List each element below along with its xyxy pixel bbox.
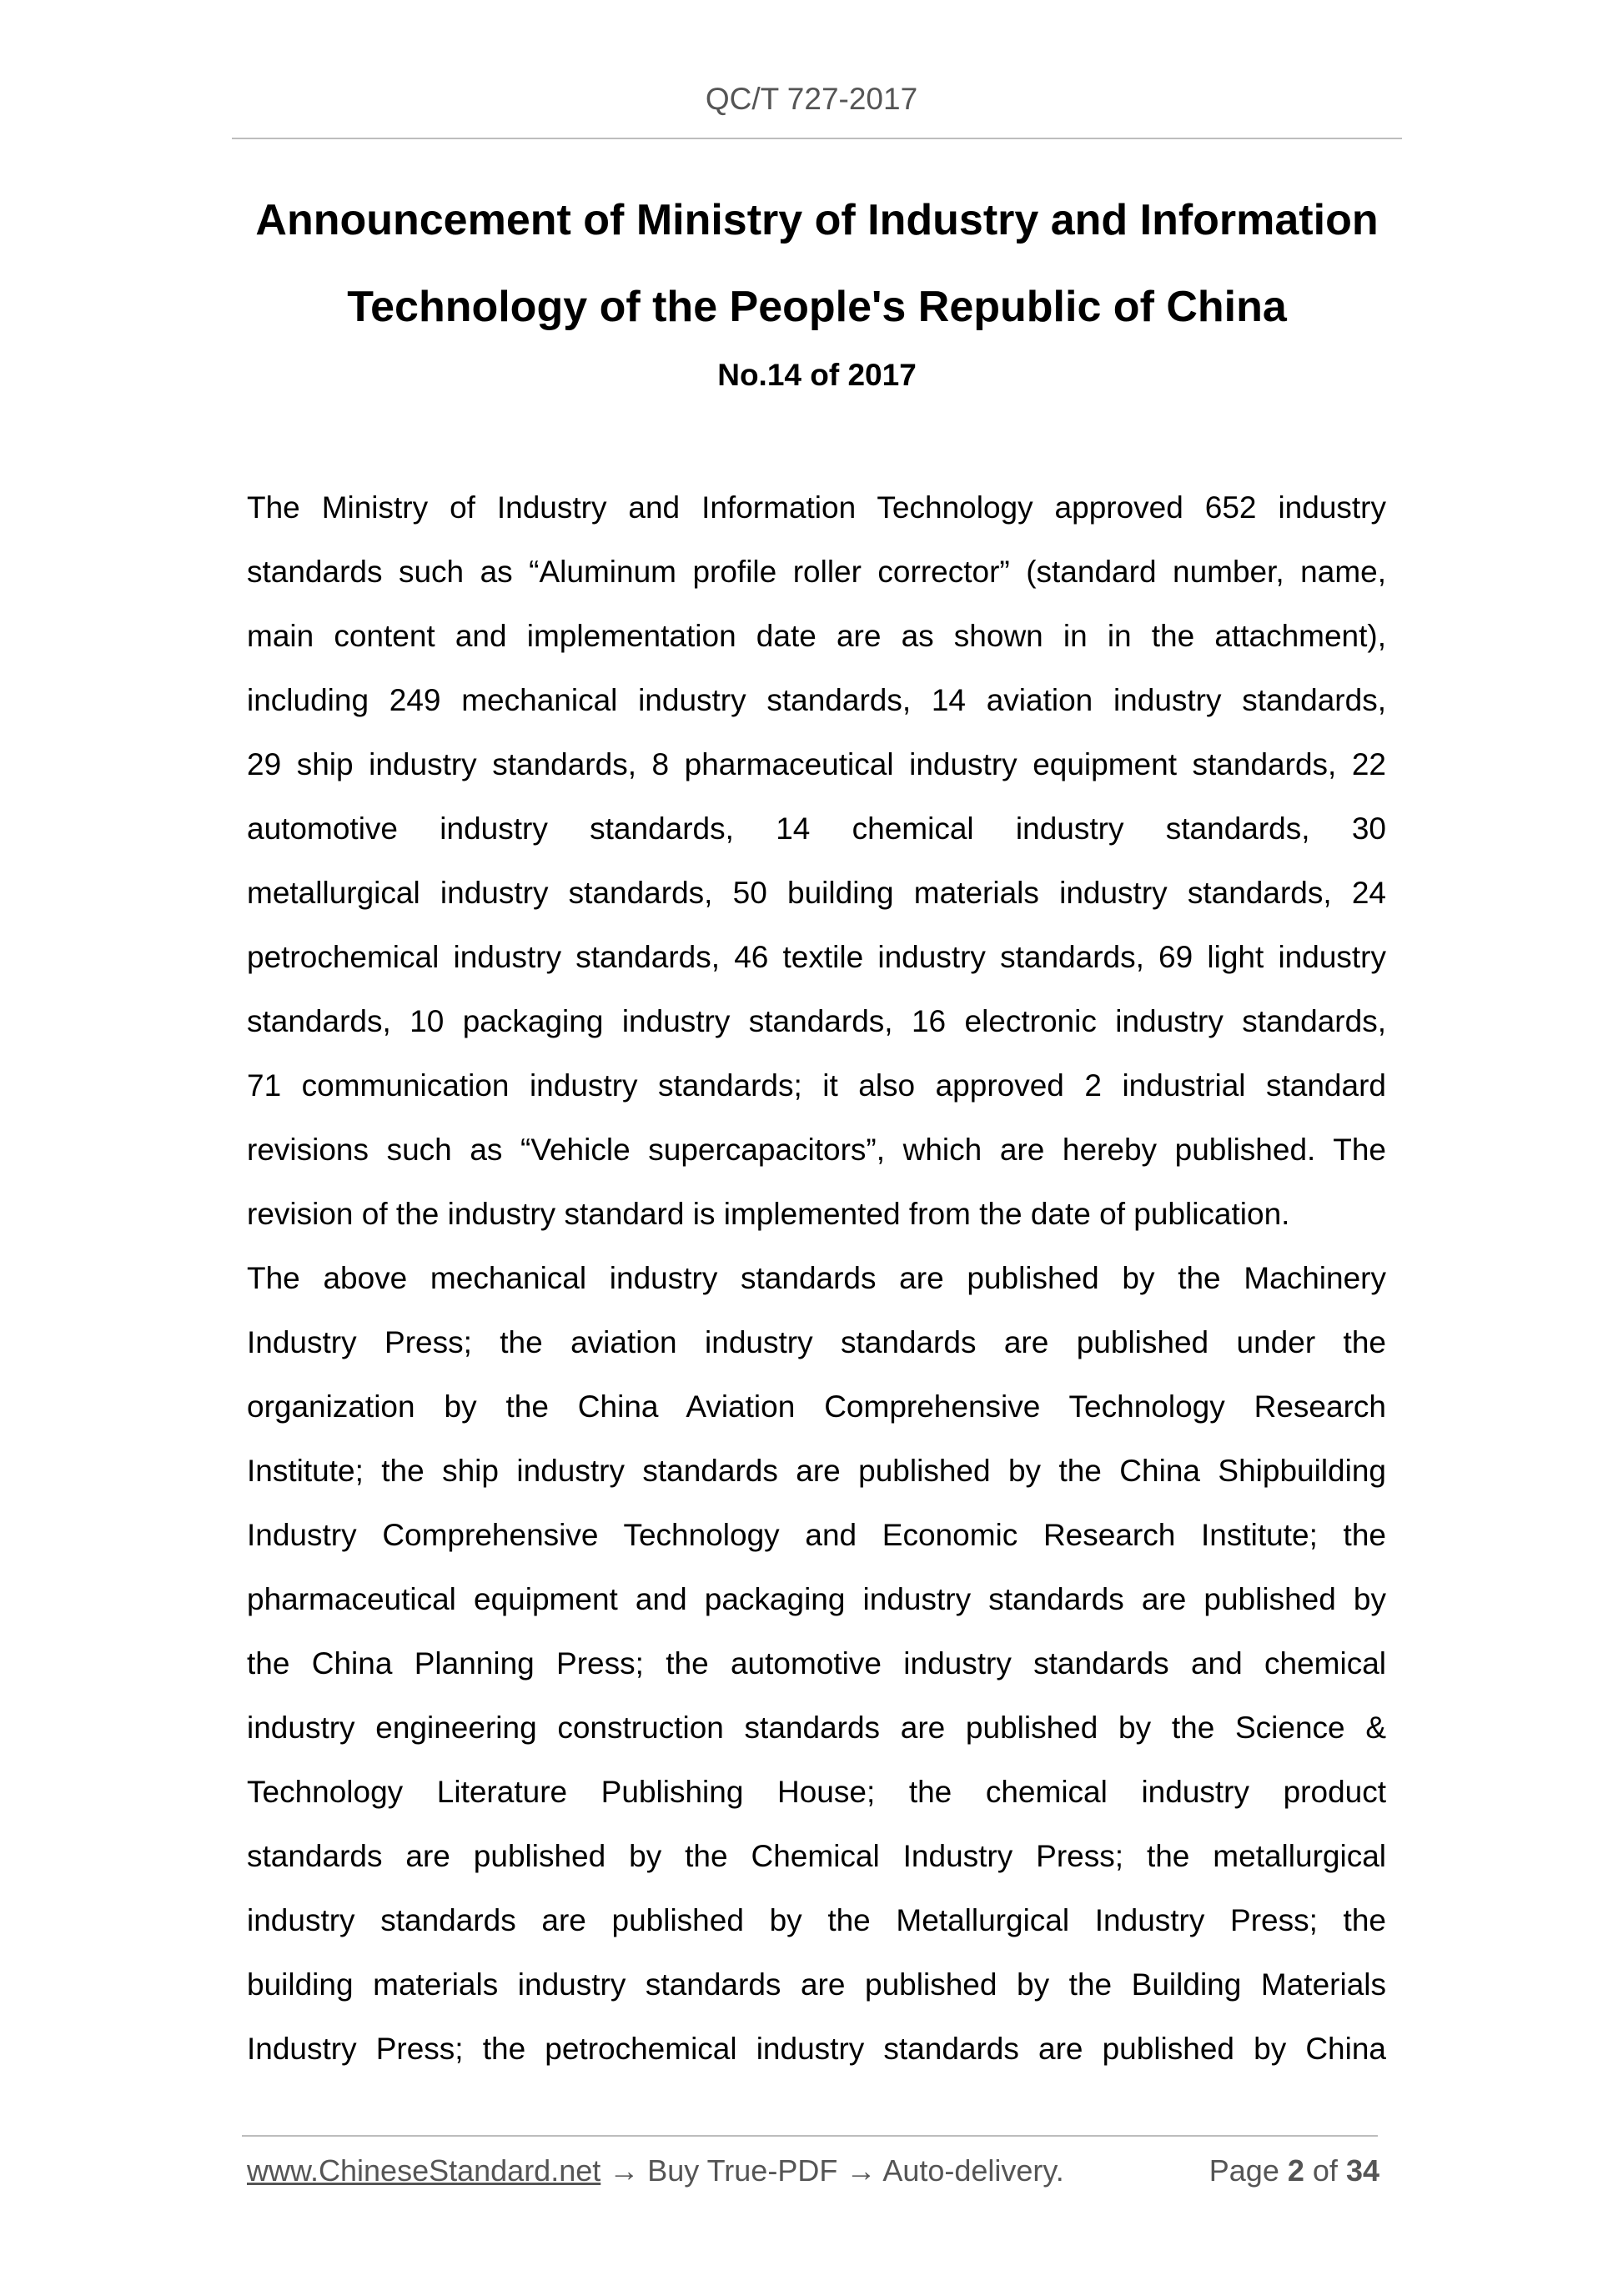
website-link[interactable]: www.ChineseStandard.net (247, 2153, 601, 2188)
body-line: 29 ship industry standards, 8 pharmaceutical industry equipment standards, 22 (247, 747, 1386, 781)
total-page-count: 34 (1345, 2153, 1379, 2188)
page-indicator (1209, 2153, 1379, 2188)
body-line: automotive industry standards, 14 chemical industry standards, 30 (247, 811, 1386, 846)
announcement-title (232, 177, 1402, 400)
body-line: petrochemical industry standards, 46 textile industry standards, 69 light industry (247, 940, 1386, 974)
page-footer (247, 2153, 1379, 2195)
body-line: pharmaceutical equipment and packaging industry standards are published by (247, 1582, 1386, 1616)
page-label: Page (1208, 2153, 1279, 2188)
body-line: the China Planning Press; the automotive industry standards and chemical (247, 1646, 1386, 1681)
announcement-body (247, 475, 1386, 2081)
running-header-doc-code: QC/T 727-2017 (705, 82, 918, 116)
body-line: industry engineering construction standards are published by the Science & (247, 1711, 1386, 1745)
footer-promo (247, 2153, 1064, 2188)
body-line: main content and implementation date are as shown in in the attachment), (247, 619, 1386, 653)
body-line: standards such as “Aluminum profile roller corrector” (standard number, name, (247, 555, 1386, 589)
footer-divider (242, 2135, 1378, 2137)
body-line: industry standards are published by the Metallurgical Industry Press; the (247, 1903, 1386, 1937)
body-line: standards, 10 packaging industry standards, 16 electronic industry standards, (247, 1004, 1386, 1038)
page-of-label: of (1312, 2153, 1338, 2188)
announcement-number: No.14 of 2017 (717, 358, 917, 392)
body-line: Industry Press; the petrochemical industry standards are published by China (247, 2032, 1386, 2066)
header-divider (232, 138, 1402, 139)
body-line: Industry Comprehensive Technology and Economic Research Institute; the (247, 1518, 1386, 1552)
current-page-number: 2 (1287, 2153, 1304, 2188)
body-line: The Ministry of Industry and Information Technology approved 652 industry (247, 490, 1386, 525)
body-line: revisions such as “Vehicle supercapacitors”, which are hereby published. The (247, 1133, 1386, 1167)
body-line: revision of the industry standard is implemented from the date of publication. (247, 1197, 1290, 1231)
body-line: organization by the China Aviation Comprehensive Technology Research (247, 1389, 1386, 1424)
title-line-1: Announcement of Ministry of Industry and Information (255, 196, 1379, 244)
footer-tagline: → Buy True-PDF → Auto-delivery. (600, 2153, 1064, 2188)
title-line-2: Technology of the People's Republic of China (347, 283, 1287, 331)
body-line: standards are published by the Chemical Industry Press; the metallurgical (247, 1839, 1386, 1873)
body-line: including 249 mechanical industry standards, 14 aviation industry standards, (247, 683, 1386, 717)
body-line: metallurgical industry standards, 50 building materials industry standards, 24 (247, 876, 1386, 910)
body-line: Industry Press; the aviation industry standards are published under the (247, 1325, 1386, 1359)
body-line: building materials industry standards are published by the Building Materials (247, 1967, 1386, 2002)
body-line: Technology Literature Publishing House; the chemical industry product (247, 1775, 1386, 1809)
body-line: The above mechanical industry standards are published by the Machinery (247, 1261, 1386, 1295)
body-line: 71 communication industry standards; it also approved 2 industrial standard (247, 1068, 1386, 1103)
body-line: Institute; the ship industry standards are published by the China Shipbuilding (247, 1454, 1386, 1488)
